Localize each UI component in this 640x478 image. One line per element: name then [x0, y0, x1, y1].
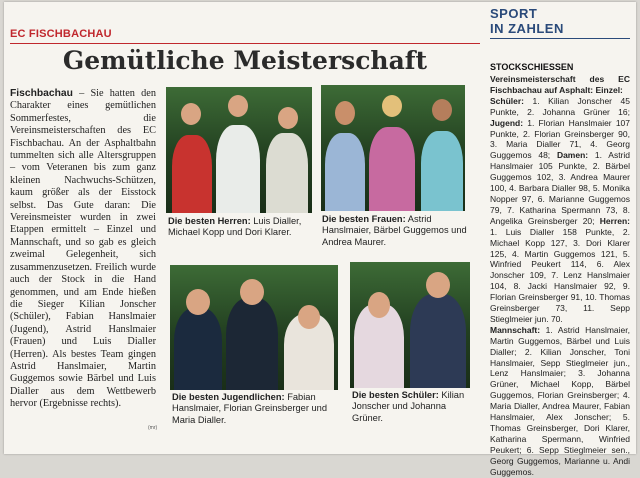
sidebar-results: Vereinsmeisterschaft des EC Fischbachau auf Asphalt: Einzel: Schüler: 1. Kilian Jonscher 45 Punkte, 2. Johanna Grüner 16; Jugend: 1. Florian Hanslmaier 107 Punkte, 2. Florian Greinsberger 90, 3. Maria Dialler 71, 4. Georg Guggemos 48; Damen: 1. Astrid Hanslmaier 105 Punkte, 2. Bärbel Guggemos 102, 3. Andrea Maurer 100, 4. Barbara Dialler 98, 5. Monika Nopper 97, 6. Marianne Guggemos 79, 7. Katharina Spermann 73, 8. Angelika Greinsberger 20; Herren: 1. Luis Dialler 158 Punkte, 2. Michael Kopp 127, 3. Dori Klarer 125, 4. Martin Guggemos 121, 5. Winfried Peukert 114, 6. Alex Jonscher 109, 7. Lenz Hanslmaier 104, 8. Jacki Hanslmaier 92, 9. Florian Greinsberger 91, 10. Thomas Greinsberger 73, 11. Sepp Stieglmeier jun. 70. Mannschaft: 1. Astrid Hanslmaier, Martin Guggemos, Bärbel und Luis Dialler; 2. Kilian Jonscher, Toni Hanslmaier, Sepp Stieglmeier jun., Lenz Hanslmaier; 3. Johanna Grüner, Michael Kopp, Bärbel Guggemos, Florian Greinsberger; 4. Maria Dialler, Andrea Maurer, Fabian Hanslmaier, Alex Jonscher; 5. Thomas Greinsberger, Dori Klarer, Katharina Spermann, Winfried Peukert; 6. Sepp Stieglmeier sen., Georg Guggemos, Marianne u. Andi Guggemos.: [490, 74, 630, 477]
caption-jugend: Die besten Jugendlichen: Fabian Hanslmaier, Florian Greinsberger und Maria Dialler.: [172, 392, 328, 425]
section-rule: [10, 43, 480, 44]
article-credit: (mr): [148, 425, 158, 431]
caption-herren: Die besten Herren: Luis Dialler, Michael Kopp und Dori Klarer.: [168, 216, 302, 238]
photo-schueler: [350, 262, 470, 388]
photo-jugend: [170, 265, 338, 390]
sidebar-category: STOCKSCHIESSEN: [490, 62, 574, 72]
article-text: – Sie hatten den Charakter eines gemütlichen Sommerfestes, die Vereinsmeisterschaften des EC Fischbachau. An der Asphaltbahn tummelten sich alle Altersgruppen – vom Veteranen bis zum ganz kleinen Nachwuchs-Schützen, kaum größer als der Eisstock selbst. Das Gute daran: Die Vereinsmeister wurden in zwei Etappen ermittelt – Einzel und Mannschaft, und so gab es gleich zweimal Gelegenheit, sich zusammenzusetzen. Freilich wurde auch der Stock in die Hand genommen, und am Ende hießen die Sieger Kilian Jonscher (Schüler), Fabian Hanslmaier (Jugend), Astrid Hanslmaier (Frauen) und Luis Dialler (Herren). Als bestes Team gingen Astrid Hanslmaier, Martin Guggemos sowie Bärbel und Luis Dialler aus dem Wettbewerb hervor (Ergebnisse rechts).: [10, 88, 156, 410]
photo-herren: [166, 87, 312, 213]
section-label: EC FISCHBACHAU: [10, 28, 112, 40]
caption-frauen: Die besten Frauen: Astrid Hanslmaier, Bärbel Guggemos und Andrea Maurer.: [322, 214, 467, 247]
article-body: [10, 88, 156, 411]
photo-frauen: [321, 85, 465, 211]
article-lead: Fischbachau: [10, 88, 73, 99]
headline: Gemütliche Meisterschaft: [62, 46, 428, 75]
sidebar-title: SPORT IN ZAHLEN: [490, 6, 564, 36]
caption-schueler: Die besten Schüler: Kilian Jonscher und Johanna Grüner.: [352, 390, 465, 423]
sidebar-rule: [490, 38, 630, 39]
